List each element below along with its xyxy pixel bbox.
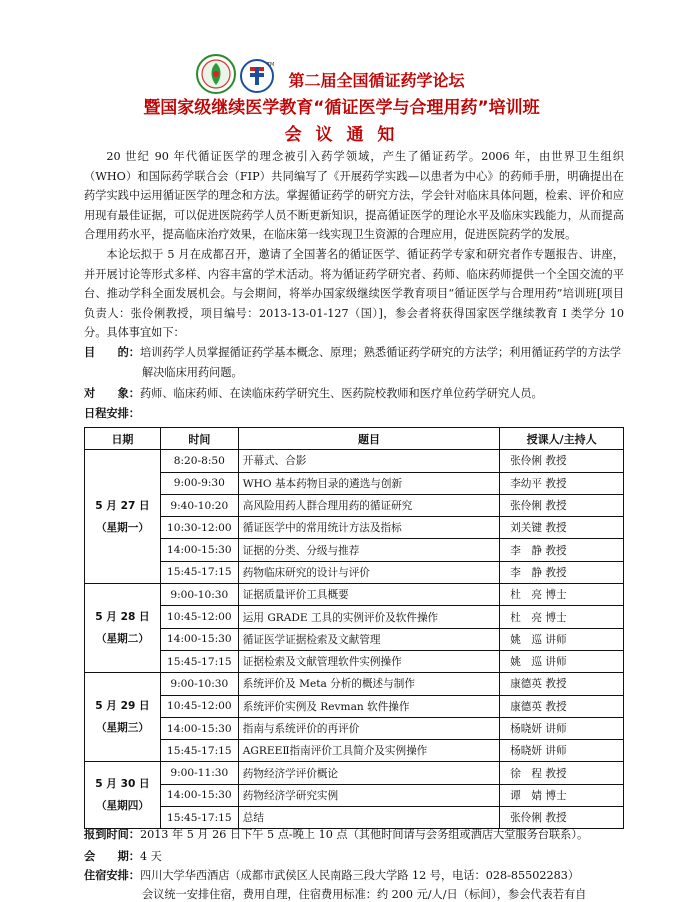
title-line-3: 会 议 通 知 [284,125,399,145]
topic-cell: 证据质量评价工具概要 [238,584,499,606]
schedule-header-row [85,428,624,450]
topic-cell: 证据的分类、分级与推荐 [238,539,499,561]
topic-cell: 运用 GRADE 工具的实例评价及软件操作 [238,606,499,628]
time-cell: 9:00-9:30 [160,472,238,494]
topic-cell: AGREEⅡ指南评价工具简介及实例操作 [238,740,499,762]
table-row [85,561,624,583]
day-cell [85,762,161,829]
table-row [85,450,624,472]
header-date: 日期 [85,428,161,450]
table-row [85,539,624,561]
lodging-row [84,867,644,883]
title-line-1: 第二届全国循证药学论坛 [288,71,465,90]
day-date: 5 月 27 日 [95,499,150,512]
time-cell: 10:45-12:00 [160,606,238,628]
header-topic: 题目 [238,428,499,450]
speaker-cell: 张伶俐 教授 [500,494,624,516]
time-cell: 14:00-15:30 [160,628,238,650]
intro-paragraph-1: 20 世纪 90 年代循证医学的理念被引入药学领域，产生了循证药学。2006 年，由世界卫生组织（WHO）和国际药学联合会（FIP）共同编写了《开展药学实践—以患者为中心》的药师手册，明确提出在药学实践中运用循证医学的理念和方法。掌握循证药学的研究方法，学会针对临床具体问题，检索、评价和应用现有最佳证据，可以促进医院药学人员不断更新知识，提高循证医学的理论水平及临床实践能力，从而提高合理用药水平，提高临床治疗效果，在临床第一线实现卫生资源的合理应用，促进医院药学的发展。 [84,150,624,242]
day-weekday: （星期四） [95,800,149,813]
day-date: 5 月 29 日 [95,700,150,713]
table-row [85,717,624,739]
audience-label: 对 象： [84,387,140,401]
table-row [85,472,624,494]
intro-paragraph-2: 本论坛拟于 5 月在成都召开，邀请了全国著名的循证医学、循证药学专家和研究者作专题报告、讲座，并开展讨论等形式多样、内容丰富的学术活动。将为循证药学研究者、药师、临床药师提供一个全国交流的平台、推动学科全面发展机会。与会期间，将举办国家级继续医学教育项目“循证医学与合理用药”培训班[项目负责人：张伶俐教授，项目编号：2013-13-01-127（国）]，参会者将获得国家医学继续教育 I 类学分 10 分。具体事宜如下： [84,247,624,340]
duration-text: 4 天 [139,850,162,863]
speaker-cell: 姚 巡 讲师 [500,628,624,650]
topic-cell: WHO 基本药物目录的遴选与创新 [238,472,499,494]
schedule-table [84,427,624,829]
speaker-cell: 李幼平 教授 [500,472,624,494]
topic-cell: 高风险用药人群合理用药的循证研究 [238,494,499,516]
table-row [85,494,624,516]
time-cell: 9:40-10:20 [160,494,238,516]
day-date: 5 月 28 日 [95,611,150,624]
topic-cell: 药物经济学研究实例 [238,784,499,806]
speaker-cell: 姚 巡 讲师 [500,650,624,672]
speaker-cell: 康德英 教授 [500,673,624,695]
registration-row [84,826,644,842]
table-row [85,784,624,806]
time-cell: 15:45-17:15 [160,807,238,829]
purpose-text: 培训药学人员掌握循证药学基本概念、原理；熟悉循证药学研究的方法学；利用循证药学的方法学解决临床用药问题。 [139,345,622,379]
schedule-label-row [84,404,624,424]
topic-cell: 药物临床研究的设计与评价 [238,561,499,583]
table-row [85,628,624,650]
time-cell: 15:45-17:15 [160,650,238,672]
purpose-row [84,343,624,382]
table-row [85,606,624,628]
audience-text: 药师、临床药师、在读临床药学研究生、医药院校教师和医疗单位药学研究人员。 [139,387,543,401]
time-cell: 8:20-8:50 [160,450,238,472]
header-speaker: 授课人/主持人 [500,428,624,450]
time-cell: 14:00-15:30 [160,539,238,561]
topic-cell: 循证医学中的常用统计方法及指标 [238,517,499,539]
speaker-cell: 张伶俐 教授 [500,450,624,472]
table-row [85,740,624,762]
day-date: 5 月 30 日 [95,778,150,791]
topic-cell: 循证医学证据检索及文献管理 [238,628,499,650]
time-cell: 15:45-17:15 [160,740,238,762]
speaker-cell: 张伶俐 教授 [500,807,624,829]
table-row [85,695,624,717]
purpose-label: 目 的： [84,345,140,359]
notice-body [84,147,624,423]
audience-row [84,384,624,404]
speaker-cell: 杜 亮 博士 [500,606,624,628]
topic-cell: 开幕式、合影 [238,450,499,472]
speaker-cell: 徐 程 教授 [500,762,624,784]
duration-label: 会 期： [84,850,140,863]
day-cell [85,673,161,762]
table-row [85,517,624,539]
title-line-2: 暨国家级继续医学教育“循证医学与合理用药”培训班 [143,98,540,118]
schedule-label: 日程安排： [84,406,140,420]
time-cell: 15:45-17:15 [160,561,238,583]
lodging-label: 住宿安排： [84,869,140,882]
topic-cell: 总结 [238,807,499,829]
speaker-cell: 李 静 教授 [500,539,624,561]
lodging-line-2: 会议统一安排住宿，费用自理，住宿费用标准：约 200 元/人/日（标间），参会代表若有自 [142,888,587,901]
lodging-line-1: 四川大学华西酒店（成都市武侯区人民南路三段大学路 12 号，电话：028-85502283） [139,869,580,882]
duration-row [84,848,644,864]
time-cell: 14:00-15:30 [160,784,238,806]
table-row [85,673,624,695]
table-row [85,584,624,606]
time-cell: 9:00-10:30 [160,673,238,695]
time-cell: 10:30-12:00 [160,517,238,539]
speaker-cell: 康德英 教授 [500,695,624,717]
time-cell: 14:00-15:30 [160,717,238,739]
day-cell [85,584,161,673]
speaker-cell: 刘关键 教授 [500,517,624,539]
header-time: 时间 [160,428,238,450]
table-row [85,650,624,672]
topic-cell: 指南与系统评价的再评价 [238,717,499,739]
registration-label: 报到时间： [84,828,140,841]
speaker-cell: 杨晓妍 讲师 [500,717,624,739]
day-weekday: （星期一） [95,521,149,534]
day-cell [85,450,161,584]
topic-cell: 药物经济学评价概论 [238,762,499,784]
day-weekday: （星期三） [95,722,149,735]
time-cell: 10:45-12:00 [160,695,238,717]
time-cell: 9:00-10:30 [160,584,238,606]
topic-cell: 证据检索及文献管理软件实例操作 [238,650,499,672]
topic-cell: 系统评价及 Meta 分析的概述与制作 [238,673,499,695]
speaker-cell: 谭 婧 博士 [500,784,624,806]
time-cell: 9:00-11:30 [160,762,238,784]
registration-text: 2013 年 5 月 26 日下午 5 点-晚上 10 点（其他时间请与会务组或酒店大堂服务台联系）。 [139,828,589,841]
day-weekday: （星期二） [95,633,149,646]
speaker-cell: 杨晓妍 讲师 [500,740,624,762]
speaker-cell: 杜 亮 博士 [500,584,624,606]
svg-text:TM: TM [267,62,275,68]
table-row [85,762,624,784]
speaker-cell: 李 静 教授 [500,561,624,583]
topic-cell: 系统评价实例及 Revman 软件操作 [238,695,499,717]
